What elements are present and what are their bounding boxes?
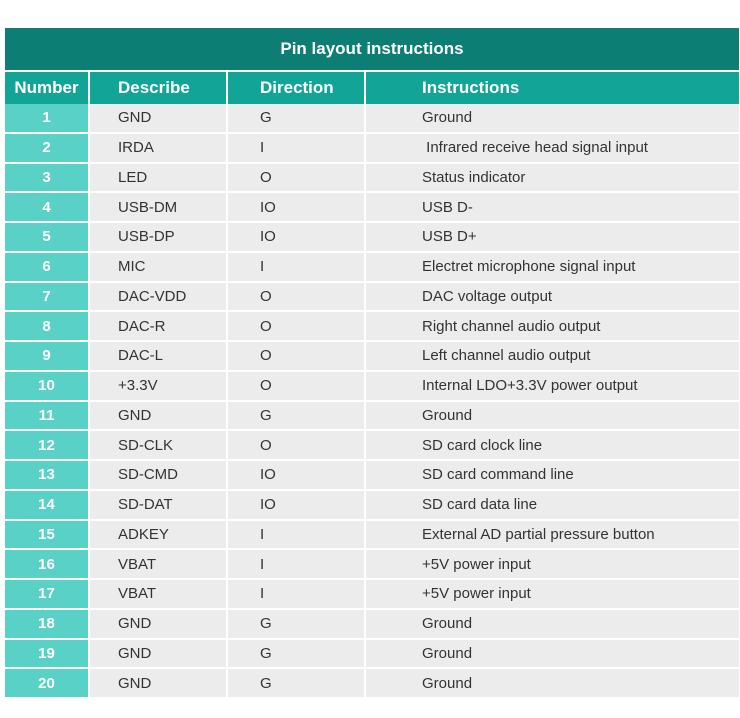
pin-number: 14 [5, 490, 89, 520]
table-row [5, 668, 739, 698]
table-row [5, 579, 739, 609]
pin-instructions: DAC voltage output [365, 282, 739, 312]
pin-direction: IO [227, 192, 365, 222]
pin-describe: VBAT [89, 579, 227, 609]
pin-describe: GND [89, 104, 227, 133]
table-row [5, 252, 739, 282]
pin-number: 16 [5, 549, 89, 579]
table-row [5, 401, 739, 431]
pin-describe: IRDA [89, 133, 227, 163]
pin-number: 1 [5, 104, 89, 133]
pin-instructions: Ground [365, 401, 739, 431]
header-direction: Direction [227, 71, 365, 104]
pin-number: 8 [5, 311, 89, 341]
header-row [5, 71, 739, 104]
pin-number: 11 [5, 401, 89, 431]
table-row [5, 222, 739, 252]
pin-number: 15 [5, 520, 89, 550]
table-body [5, 104, 739, 698]
pin-instructions: Ground [365, 639, 739, 669]
table-row [5, 104, 739, 133]
pin-describe: USB-DP [89, 222, 227, 252]
pin-describe: GND [89, 401, 227, 431]
pin-direction: I [227, 549, 365, 579]
pin-instructions: Status indicator [365, 163, 739, 193]
pin-instructions: SD card data line [365, 490, 739, 520]
pin-describe: USB-DM [89, 192, 227, 222]
pin-direction: O [227, 341, 365, 371]
pin-describe: GND [89, 609, 227, 639]
header-number: Number [5, 71, 89, 104]
pin-describe: DAC-L [89, 341, 227, 371]
pin-direction: G [227, 639, 365, 669]
pin-number: 13 [5, 460, 89, 490]
pin-number: 2 [5, 133, 89, 163]
pin-instructions: Left channel audio output [365, 341, 739, 371]
pin-direction: IO [227, 490, 365, 520]
pin-describe: +3.3V [89, 371, 227, 401]
pin-describe: SD-CMD [89, 460, 227, 490]
pin-direction: O [227, 311, 365, 341]
header-describe: Describe [89, 71, 227, 104]
pin-number: 20 [5, 668, 89, 698]
pin-number: 9 [5, 341, 89, 371]
pin-describe: VBAT [89, 549, 227, 579]
table-row [5, 163, 739, 193]
pin-describe: MIC [89, 252, 227, 282]
pin-number: 18 [5, 609, 89, 639]
pin-direction: IO [227, 222, 365, 252]
table-row [5, 460, 739, 490]
table-row [5, 282, 739, 312]
table-row [5, 520, 739, 550]
pin-direction: I [227, 252, 365, 282]
pin-describe: GND [89, 668, 227, 698]
pin-instructions: Right channel audio output [365, 311, 739, 341]
pin-instructions: USB D+ [365, 222, 739, 252]
pin-direction: G [227, 104, 365, 133]
pin-direction: O [227, 430, 365, 460]
pin-number: 10 [5, 371, 89, 401]
table-row [5, 133, 739, 163]
pin-number: 7 [5, 282, 89, 312]
table-row [5, 430, 739, 460]
pin-direction: O [227, 371, 365, 401]
header-instructions: Instructions [365, 71, 739, 104]
table-row [5, 549, 739, 579]
table-title: Pin layout instructions [5, 28, 739, 71]
pin-instructions: +5V power input [365, 549, 739, 579]
pin-instructions: USB D- [365, 192, 739, 222]
pin-direction: I [227, 133, 365, 163]
pin-number: 12 [5, 430, 89, 460]
pin-instructions: Infrared receive head signal input [365, 133, 739, 163]
pin-instructions: External AD partial pressure button [365, 520, 739, 550]
table-row [5, 639, 739, 669]
pin-instructions: Electret microphone signal input [365, 252, 739, 282]
pin-number: 19 [5, 639, 89, 669]
pin-layout-table [5, 28, 739, 699]
table-row [5, 192, 739, 222]
pin-instructions: SD card command line [365, 460, 739, 490]
pin-direction: G [227, 668, 365, 698]
pin-describe: DAC-VDD [89, 282, 227, 312]
pin-instructions: Ground [365, 668, 739, 698]
pin-number: 17 [5, 579, 89, 609]
pin-direction: G [227, 609, 365, 639]
pin-layout-table-container [5, 28, 739, 699]
pin-instructions: Internal LDO+3.3V power output [365, 371, 739, 401]
pin-direction: I [227, 579, 365, 609]
pin-direction: I [227, 520, 365, 550]
pin-direction: G [227, 401, 365, 431]
pin-direction: O [227, 163, 365, 193]
pin-direction: IO [227, 460, 365, 490]
pin-instructions: Ground [365, 609, 739, 639]
pin-direction: O [227, 282, 365, 312]
table-row [5, 609, 739, 639]
pin-describe: LED [89, 163, 227, 193]
pin-instructions: +5V power input [365, 579, 739, 609]
pin-describe: GND [89, 639, 227, 669]
table-row [5, 311, 739, 341]
table-row [5, 371, 739, 401]
pin-number: 4 [5, 192, 89, 222]
pin-describe: ADKEY [89, 520, 227, 550]
pin-describe: SD-CLK [89, 430, 227, 460]
pin-describe: SD-DAT [89, 490, 227, 520]
pin-number: 5 [5, 222, 89, 252]
pin-number: 6 [5, 252, 89, 282]
pin-number: 3 [5, 163, 89, 193]
pin-describe: DAC-R [89, 311, 227, 341]
pin-instructions: SD card clock line [365, 430, 739, 460]
table-row [5, 490, 739, 520]
pin-instructions: Ground [365, 104, 739, 133]
table-row [5, 341, 739, 371]
